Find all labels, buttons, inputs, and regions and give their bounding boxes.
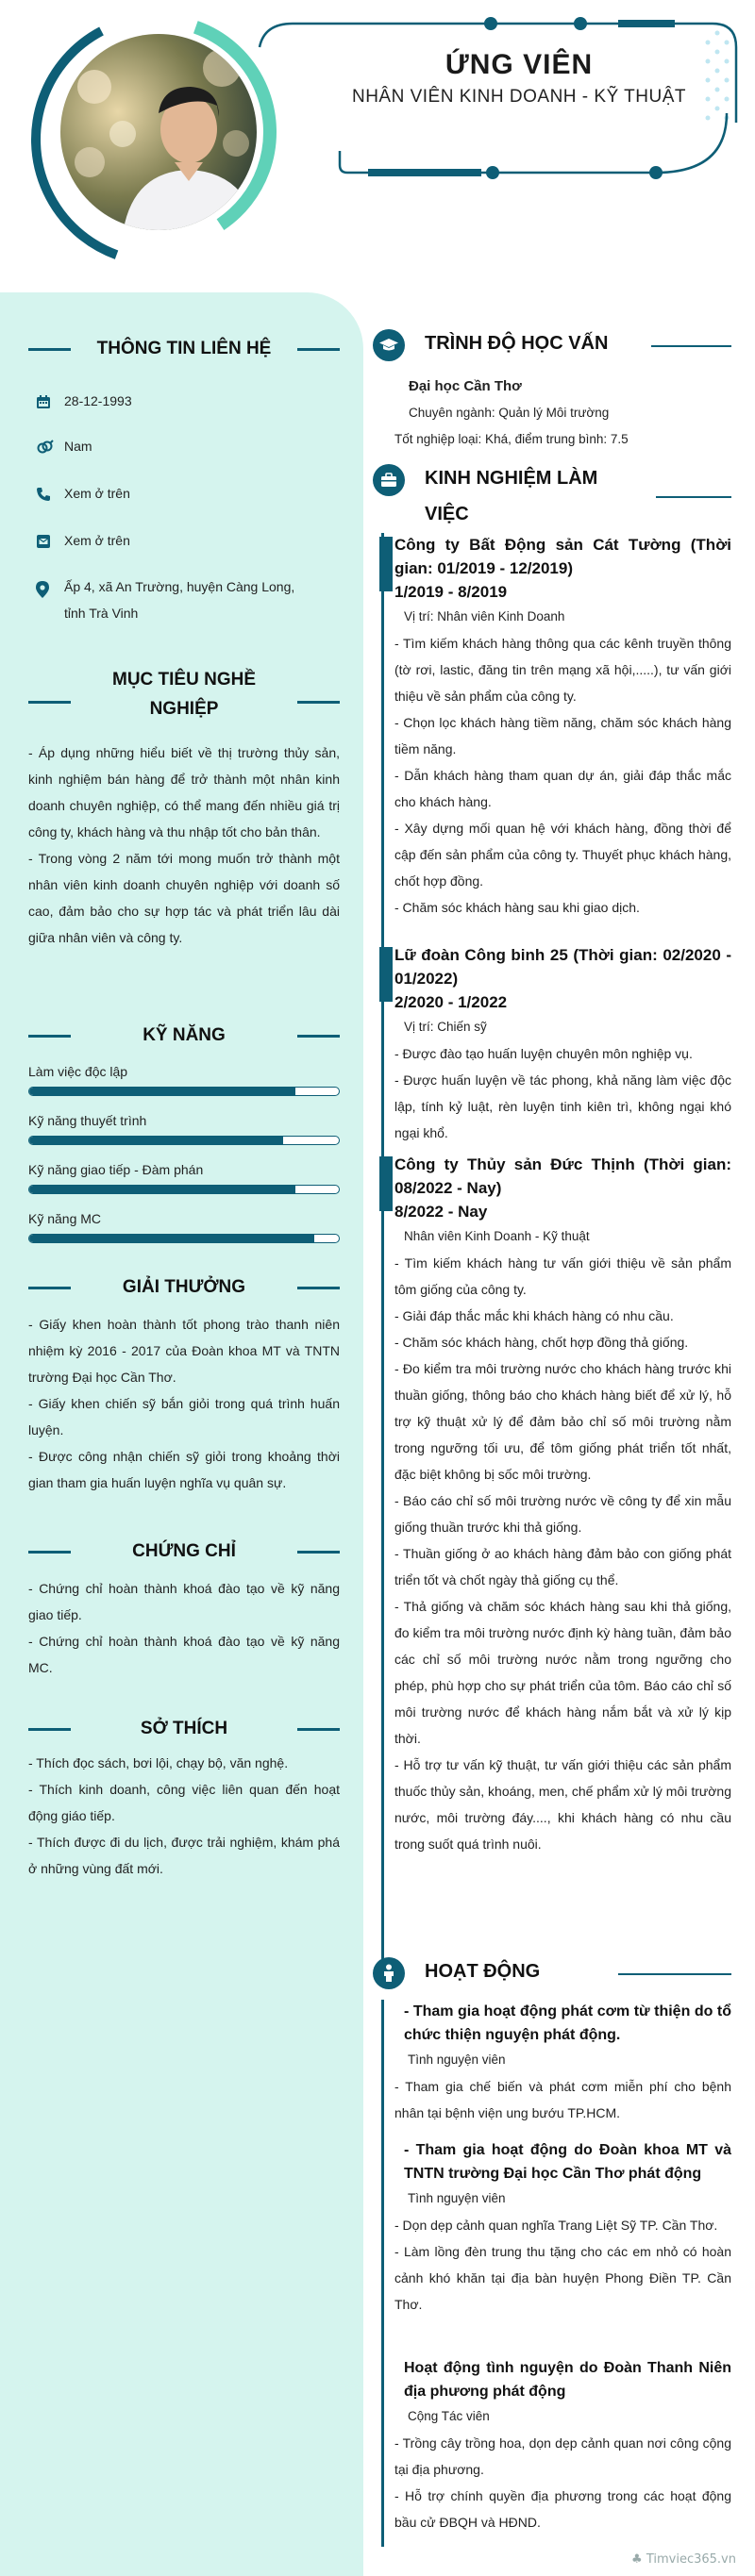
activity-entry: [394, 2356, 731, 2535]
gender-row: [36, 432, 338, 460]
skill-bar: [28, 1136, 340, 1145]
job-duty: - Thuần giống ở ao khách hàng đảm bảo con giống phát triển tốt và chốt ngày thả giống cụ thể.: [394, 1546, 731, 1587]
activity-title: - Tham gia hoạt động do Đoàn khoa MT và TNTN trường Đại học Cần Thơ phát động: [404, 2142, 731, 2182]
job-duty: - Báo cáo chỉ số môi trường nước về công ty để xin mẫu giống thuần trước khi thả giống.: [394, 1493, 731, 1535]
skill-bar: [28, 1087, 340, 1096]
calendar-icon: [36, 387, 64, 409]
job-duty: - Hỗ trợ tư vấn kỹ thuật, tư vấn giới thiệu các sản phẩm thuốc thủy sản, khoáng, men, chế phẩm xử lý môi trường nước, môi trường đáy...., khi khách hàng có nhu cầu trong suốt quá trình nuôi.: [394, 1757, 731, 1852]
job-period: 2/2020 - 1/2022: [394, 993, 508, 1011]
skill-bar: [28, 1185, 340, 1194]
watermark: ♣ Timviec365.vn: [631, 2552, 736, 2567]
activities-timeline: [381, 2000, 384, 2547]
briefcase-icon: [373, 464, 405, 496]
hobbies-heading: SỞ THÍCH: [28, 1715, 340, 1743]
job-company: Công ty Thủy sản Đức Thịnh (Thời gian: 08/2022 - Nay): [394, 1155, 731, 1197]
skill-bar-fill: [29, 1137, 283, 1144]
skill-label: Kỹ năng thuyết trình: [28, 1113, 147, 1128]
job-duty: - Chọn lọc khách hàng tiềm năng, chăm sóc khách hàng tiềm năng.: [394, 715, 731, 756]
skill-label: Kỹ năng MC: [28, 1211, 102, 1226]
activity-detail: - Tham gia chế biến và phát cơm miễn phí cho bệnh nhân tại bệnh viện ung bướu TP.HCM.: [394, 2079, 731, 2120]
birthday-text: 28-12-1993: [64, 393, 132, 408]
skill-bar-fill: [29, 1186, 295, 1193]
activity-detail: - Dọn dẹp cảnh quan nghĩa Trang Liệt Sỹ TP. Cần Thơ.: [394, 2218, 718, 2233]
activity-entry: [394, 2000, 731, 2126]
skill-bar: [28, 1234, 340, 1243]
job-duty: - Xây dựng mối quan hệ với khách hàng, đồng thời để cập đến sản phẩm của công ty. Thuyết phục khách hàng, chốt hợp đồng.: [394, 821, 731, 889]
education-block: [409, 374, 746, 426]
job-duty: - Giải đáp thắc mắc khi khách hàng có nhu cầu.: [394, 1308, 674, 1323]
skill-label: Làm việc độc lập: [28, 1064, 128, 1079]
candidate-name: ỨNG VIÊN: [445, 49, 594, 80]
activity-role: Tình nguyện viên: [408, 2052, 506, 2067]
location-icon: [36, 573, 64, 598]
grade-text: Tốt nghiệp loại: Khá, điểm trung bình: 7.5: [394, 432, 629, 446]
skills-heading: KỸ NĂNG: [28, 1022, 340, 1050]
job-company: Lữ đoàn Công binh 25 (Thời gian: 02/2020 - 01/2022): [394, 946, 731, 988]
job-marker: [379, 537, 393, 591]
address-text: Ấp 4, xã An Trường, huyện Càng Long, tỉnh Trà Vinh: [64, 579, 295, 621]
job-entry: [394, 533, 731, 921]
candidate-title: NHÂN VIÊN KINH DOANH - KỸ THUẬT: [351, 87, 687, 107]
job-entry: [394, 943, 731, 1146]
skill-bar-fill: [29, 1088, 295, 1095]
job-duty: - Được đào tạo huấn luyện chuyên môn nghiệp vụ.: [394, 1046, 693, 1061]
job-duty: - Thả giống và chăm sóc khách hàng sau khi thả giống, đo kiểm tra môi trường nước định kỳ hàng tuần, đảm bảo các chỉ số môi trường nước nằm trong ngưỡng cho phép, phù hợp cho sự phát triển của tôm. Báo cáo chỉ số môi trường nước để khách hàng nắm bắt và xử lý kịp thời.: [394, 1599, 731, 1746]
certificates-text: - Chứng chỉ hoàn thành khoá đào tạo về kỹ năng giao tiếp. - Chứng chỉ hoàn thành khoá đào tạo về kỹ năng MC.: [28, 1581, 340, 1675]
activity-detail: - Hỗ trợ chính quyền địa phương trong các hoạt động bầu cử ĐBQH và HĐND.: [394, 2488, 731, 2530]
major-text: Chuyên ngành: Quản lý Môi trường: [409, 406, 610, 420]
activity-detail: - Làm lồng đèn trung thu tặng cho các em nhỏ có hoàn cảnh khó khăn tại địa bàn huyện Phong Điền TP. Cần Thơ.: [394, 2244, 731, 2312]
activity-entry: [394, 2138, 731, 2318]
phone-row: [36, 479, 338, 507]
phone-text[interactable]: Xem ở trên: [64, 486, 130, 501]
job-duty: - Đo kiểm tra môi trường nước cho khách hàng trước khi thuần giống, thông báo cho khách hàng biết để xử lý, hỗ trợ kỹ thuật xử lý để đảm bảo chỉ số môi trường nằm trong ngưỡng tối ưu, để tôm giống phát triển tốt nhất, đặc biệt không bị sốc môi trường.: [394, 1361, 731, 1482]
job-marker: [379, 947, 393, 1002]
gender-text: Nam: [64, 439, 92, 454]
job-period: 8/2022 - Nay: [394, 1203, 488, 1221]
activity-detail: - Trồng cây trồng hoa, dọn dẹp cảnh quan nơi công cộng tại địa phương.: [394, 2435, 731, 2477]
job-entry: [394, 1153, 731, 1857]
job-company: Công ty Bất Động sản Cát Tường (Thời gian: 01/2019 - 12/2019): [394, 536, 731, 577]
job-duty: - Chăm sóc khách hàng, chốt hợp đồng thả giống.: [394, 1335, 689, 1350]
experience-timeline: [381, 533, 384, 1986]
email-row: [36, 526, 338, 555]
education-heading: TRÌNH ĐỘ HỌC VẤN: [373, 327, 731, 365]
objective-heading: MỤC TIÊU NGHỀ NGHIỆP: [28, 665, 340, 723]
objective-text: - Áp dụng những hiểu biết về thị trường thủy sản, kinh nghiệm bán hàng để trở thành một nhân kinh doanh chuyên nghiệp, có thể mang đến nhiều giá trị công ty, khách hàng và thu nhập tốt cho bản thân. - Trong vòng 2 năm tới mong muốn trở thành một nhân viên kinh doanh chuyên nghiệp với doanh số cao, đảm bảo cho sự hợp tác và phát triển lâu dài giữa nhân viên và công ty.: [28, 745, 340, 945]
activity-role: Tình nguyện viên: [408, 2191, 506, 2205]
phone-icon: [36, 479, 64, 502]
awards-heading: GIẢI THƯỞNG: [28, 1273, 340, 1302]
job-position: Vị trí: Nhân viên Kinh Doanh: [404, 609, 565, 623]
skill-label: Kỹ năng giao tiếp - Đàm phán: [28, 1162, 204, 1177]
experience-heading: KINH NGHIỆM LÀM VIỆC: [373, 462, 731, 528]
contact-heading: THÔNG TIN LIÊN HỆ: [28, 335, 340, 363]
job-position: Nhân viên Kinh Doanh - Kỹ thuật: [404, 1229, 590, 1243]
graduation-cap-icon: [373, 329, 405, 361]
address-row: [36, 573, 338, 626]
job-position: Vị trí: Chiến sỹ: [404, 1020, 487, 1034]
job-duty: - Chăm sóc khách hàng sau khi giao dịch.: [394, 900, 640, 915]
user-photo: [57, 30, 260, 234]
person-icon: [373, 1957, 405, 1989]
awards-text: - Giấy khen hoàn thành tốt phong trào thanh niên nhiệm kỳ 2016 - 2017 của Đoàn khoa MT và TNTN trường Đại học Cần Thơ. - Giấy khen chiến sỹ bắn giỏi trong quá trình huấn luyện. - Được công nhận chiến sỹ giỏi trong khoảng thời gian tham gia huấn luyện nghĩa vụ quân sự.: [28, 1317, 340, 1490]
email-text[interactable]: Xem ở trên: [64, 533, 130, 548]
activity-title: - Tham gia hoạt động phát cơm từ thiện do tổ chức thiện nguyện phát động.: [404, 2003, 731, 2043]
activity-role: Cộng Tác viên: [408, 2409, 490, 2423]
activity-title: Hoạt động tình nguyện do Đoàn Thanh Niên địa phương phát động: [404, 2360, 731, 2400]
activities-heading: HOẠT ĐỘNG: [373, 1955, 731, 1993]
job-duty: - Được huấn luyện về tác phong, khả năng làm việc độc lập, tính kỷ luật, rèn luyện tinh kiên trì, không ngại khó ngại khổ.: [394, 1072, 731, 1140]
job-duty: - Tìm kiếm khách hàng tư vấn giới thiệu về sản phẩm tôm giống của công ty.: [394, 1255, 731, 1297]
school-name: Đại học Cần Thơ: [409, 378, 522, 394]
email-icon: [36, 526, 64, 549]
job-marker: [379, 1156, 393, 1211]
job-duty: - Tìm kiếm khách hàng thông qua các kênh truyền thông (tờ rơi, lastic, đăng tin trên mạng xã hội,.....), tư vấn giới thiệu về sản phẩm của công ty.: [394, 636, 731, 704]
job-duty: - Dẫn khách hàng tham quan dự án, giải đáp thắc mắc cho khách hàng.: [394, 768, 731, 809]
hobbies-text: - Thích đọc sách, bơi lội, chạy bộ, văn nghệ. - Thích kinh doanh, công việc liên quan đến hoạt động giáo tiếp. - Thích được đi du lịch, được trải nghiệm, khám phá ở những vùng đất mới.: [28, 1755, 340, 1876]
skill-bar-fill: [29, 1235, 314, 1242]
certificates-heading: CHỨNG CHỈ: [28, 1537, 340, 1566]
job-period: 1/2019 - 8/2019: [394, 583, 508, 601]
birthday-row: [36, 387, 338, 415]
gender-icon: [36, 432, 64, 455]
